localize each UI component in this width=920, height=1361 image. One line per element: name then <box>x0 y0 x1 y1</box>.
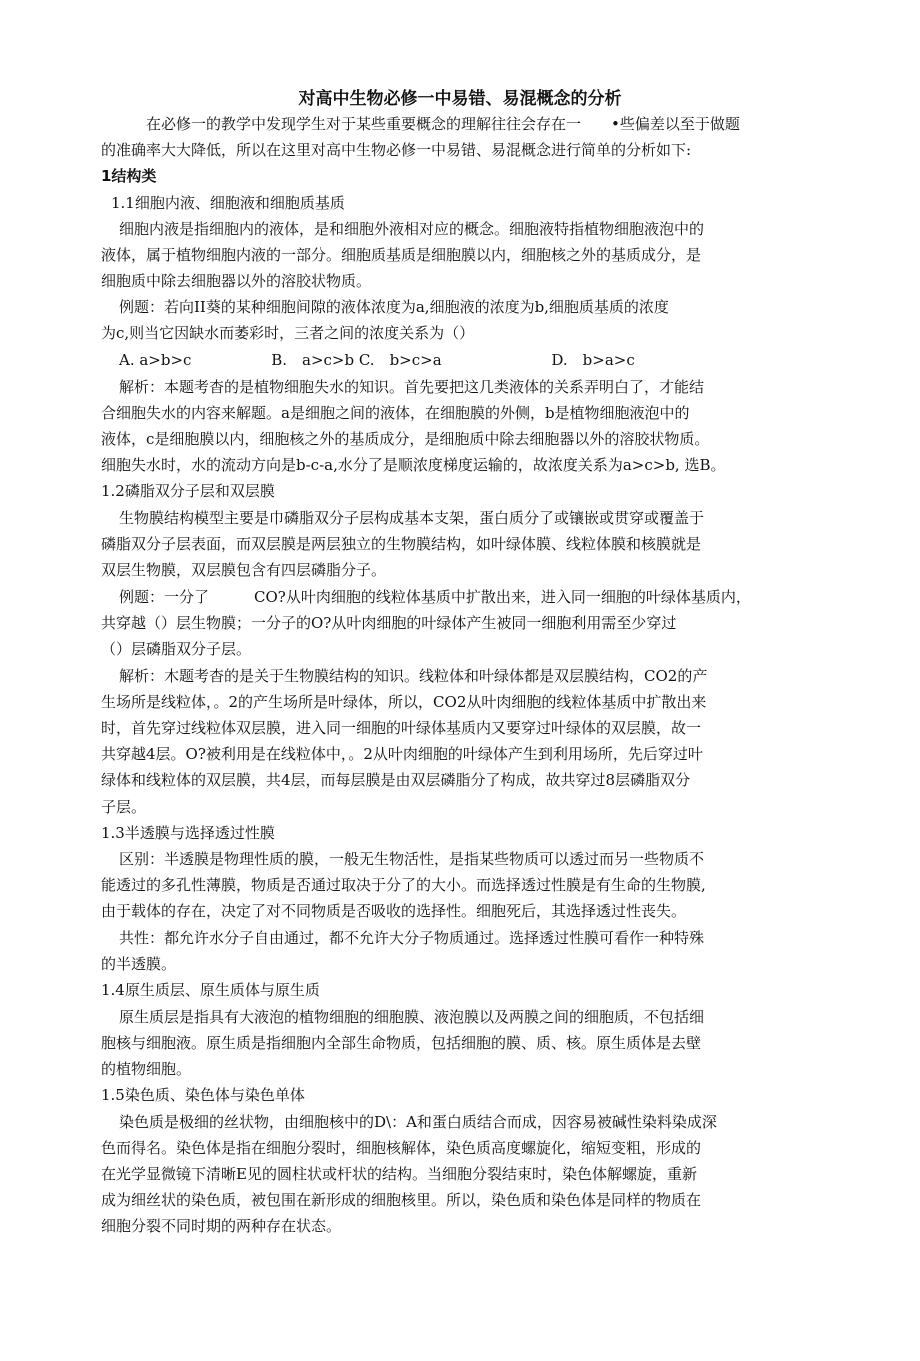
body-line: 液体，属于植物细胞内液的一部分。细胞质基质是细胞膜以内，细胞核之外的基质成分，是 <box>101 246 702 264</box>
body-line: 共性：都允许水分子自由通过，都不允许大分子物质通过。选择透过性膜可看作一种特殊 <box>119 929 705 947</box>
answer-options: A. a>b>c B. a>c>b C. b>c>a D. b>a>c <box>119 351 635 369</box>
body-line: 时，首先穿过线粒体双层膜，进入同一细胞的叶绿体基质内又要穿过叶绿体的双层膜，故一 <box>101 719 702 737</box>
body-line: 例题：若向II葵的某种细胞间隙的液体浓度为a,细胞液的浓度为b,细胞质基质的浓度 <box>119 298 669 316</box>
body-line: 为c,则当它因缺水而萎彩时，三者之间的浓度关系为（） <box>101 324 475 342</box>
body-line: 磷脂双分子层表面，而双层膜是两层独立的生物膜结构，如叶绿体膜、线粒体膜和核膜就是 <box>101 535 702 553</box>
body-line: 染色质是极细的丝状物，由细胞核中的D\：A和蛋白质结合而成，因容易被碱性染料染成深 <box>119 1113 717 1131</box>
body-line: （）层磷脂双分子层。 <box>101 640 252 658</box>
body-line: 胞核与细胞液。原生质是指细胞内全部生命物质，包括细胞的膜、质、核。原生质体是去壁 <box>101 1034 702 1052</box>
body-line: 双层生物膜，双层膜包含有四层磷脂分子。 <box>101 561 387 579</box>
body-line: 细胞内液是指细胞内的液体，是和细胞外液相对应的概念。细胞液特指植物细胞液泡中的 <box>119 220 705 238</box>
body-line: 成为细丝状的染色质，被包围在新形成的细胞核里。所以，染色质和染色体是同样的物质在 <box>101 1191 702 1209</box>
body-line: 生物膜结构模型主要是巾磷脂双分子层构成基本支架，蛋白质分了或镶嵌或贯穿或覆盖于 <box>119 509 705 527</box>
body-line: 例题：一分了 CO?从叶肉细胞的线粒体基质中扩散出来，进入同一细胞的叶绿体基质内， <box>119 588 751 606</box>
body-line: 的植物细胞。 <box>101 1060 192 1078</box>
body-line: 共穿越4层。O?被利用是在线粒体中，。2从叶肉细胞的叶绿体产生到利用场所，先后穿过叶 <box>101 745 703 763</box>
section-heading: 1结构类 <box>101 167 157 185</box>
page-title: 对高中生物必修一中易错、易混概念的分析 <box>298 89 622 109</box>
body-line: 绿体和线粒体的双层膜，共4层，而每层膜是由双层磷脂分了构成，故共穿过8层磷脂双分 <box>101 771 691 789</box>
body-line: 子层。 <box>101 798 147 816</box>
body-line: 在必修一的教学中发现学生对于某些重要概念的理解往往会存在一 •些偏差以至于做题 <box>146 115 740 133</box>
body-line: 解析：木题考杳的是关于生物膜结构的知识。线粒体和叶绿体都是双层膜结构，CO2的产 <box>119 667 708 685</box>
subsection-heading: 1.1细胞内液、细胞液和细胞质基质 <box>111 194 345 212</box>
body-line: 细胞分裂不同时期的两种存在状态。 <box>101 1217 342 1235</box>
body-line: 细胞失水时，水的流动方向是b-c-a,水分了是顺浓度梯度运输的，故浓度关系为a>c>b, 选B。 <box>101 456 726 474</box>
body-line: 合细胞失水的内容来解题。a是细胞之间的液体，在细胞膜的外侧，b是植物细胞液泡中的 <box>101 404 690 422</box>
body-line: 原生质层是指具有大液泡的植物细胞的细胞膜、液泡膜以及两膜之间的细胞质，不包括细 <box>119 1008 705 1026</box>
body-line: 的半透膜。 <box>101 955 177 973</box>
body-line: 解析：本题考杳的是植物细胞失水的知识。首先要把这几类液体的关系弄明白了，才能结 <box>119 378 705 396</box>
body-line: 生场所是线粒体，。2的产生场所是叶绿体，所以，CO2从叶肉细胞的线粒体基质中扩散出来 <box>101 693 707 711</box>
body-line: 共穿越（）层生物膜；一分子的O?从叶肉细胞的叶绿体产生被同一细胞利用需至少穿过 <box>101 614 677 632</box>
subsection-heading: 1.3半透膜与选择透过性膜 <box>101 824 275 842</box>
body-line: 细胞质中除去细胞器以外的溶胶状物质。 <box>101 272 372 290</box>
body-line: 能透过的多孔性薄膜，物质是否通过取决于分了的大小。而选择透过性膜是有生命的生物膜, <box>101 876 706 894</box>
subsection-heading: 1.5染色质、染色体与染色单体 <box>101 1086 305 1104</box>
body-line: 液体，c是细胞膜以内，细胞核之外的基质成分，是细胞质中除去细胞器以外的溶胶状物质。 <box>101 430 710 448</box>
body-line: 色而得名。染色体是指在细胞分裂时，细胞核解体，染色质高度螺旋化，缩短变粗，形成的 <box>101 1139 702 1157</box>
subsection-heading: 1.4原生质层、原生质体与原生质 <box>101 981 320 999</box>
body-line: 的准确率大大降低，所以在这里对高中生物必修一中易错、易混概念进行简单的分析如下: <box>101 141 692 159</box>
subsection-heading: 1.2磷脂双分子层和双层膜 <box>101 482 275 500</box>
body-line: 在光学显微镜下清晰E见的圆柱状或杆状的结构。当细胞分裂结束时，染色体解螺旋，重新 <box>101 1165 697 1183</box>
body-line: 由于载体的存在，决定了对不同物质是否吸收的选择性。细胞死后，其选择透过性丧失。 <box>101 902 687 920</box>
body-line: 区别：半透膜是物理性质的膜，一般无生物活性，是指某些物质可以透过而另一些物质不 <box>119 850 705 868</box>
